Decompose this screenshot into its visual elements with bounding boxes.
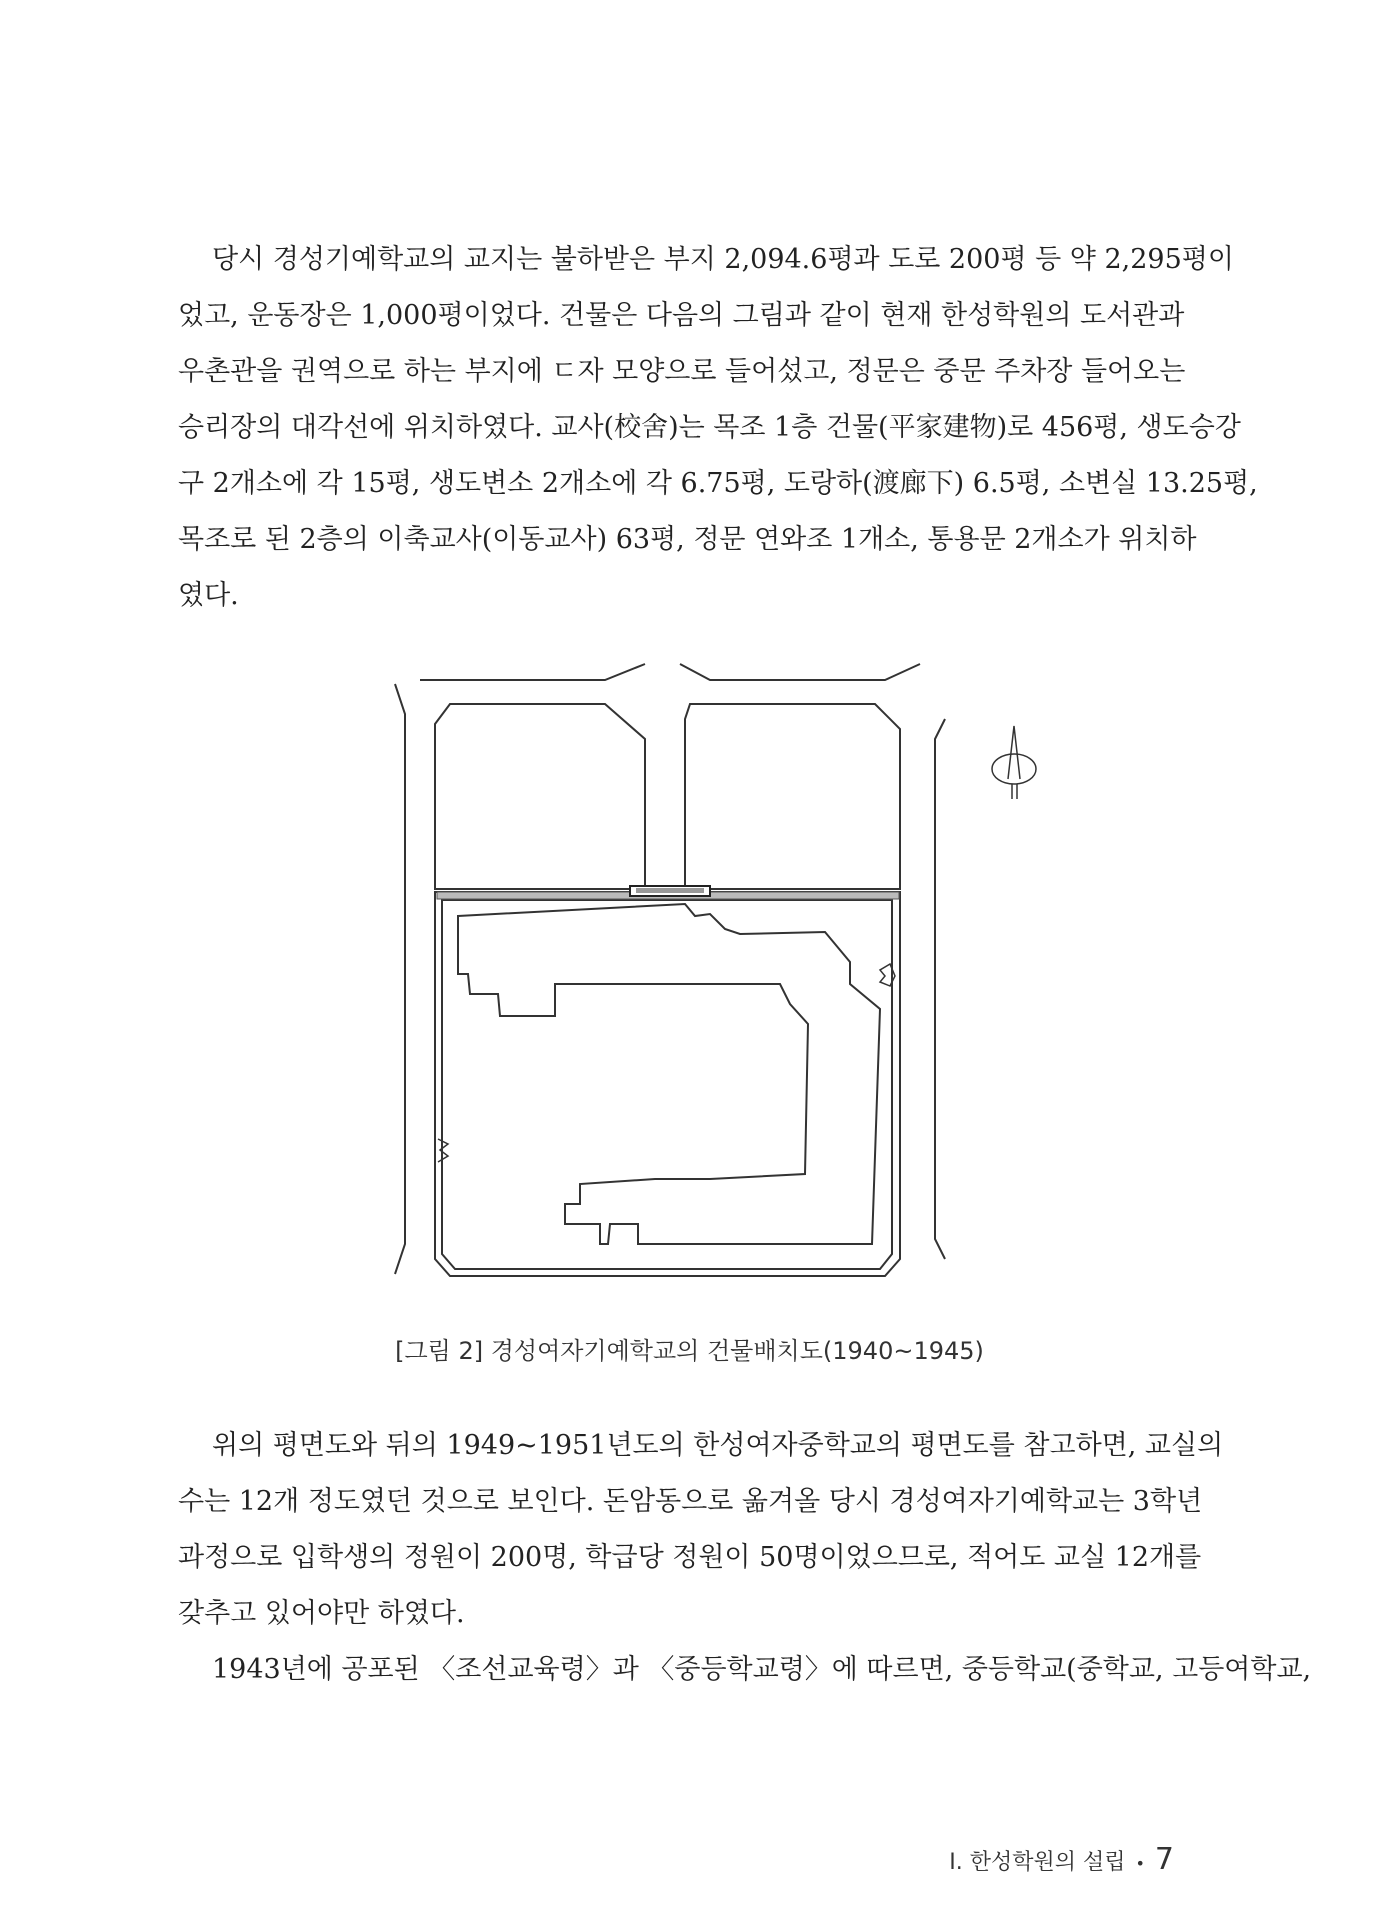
page-number: 7 (1154, 1842, 1174, 1877)
school-site-boundary (435, 892, 900, 1276)
road-edge (935, 719, 945, 1259)
text-line: 갖추고 있어야만 하였다. (178, 1598, 465, 1629)
school-site-inner-boundary (442, 900, 892, 1269)
block-upper-right (685, 704, 900, 889)
footer-bullet: • (1135, 1854, 1145, 1873)
text-line: 위의 평면도와 뒤의 1949~1951년도의 한성여자중학교의 평면도를 참고하면, 교실의 (212, 1430, 1224, 1461)
text-line: 승리장의 대각선에 위치하였다. 교사(校舍)는 목조 1층 건물(平家建物)로 456평, 생도승강 (178, 412, 1241, 443)
school-building (458, 904, 880, 1244)
running-section-title: Ⅰ. 한성학원의 설립 (949, 1850, 1126, 1875)
road-edge (420, 664, 645, 680)
figure-caption: [그림 2] 경성여자기예학교의 건물배치도(1940~1945) (395, 1337, 984, 1365)
text-line: 었고, 운동장은 1,000평이었다. 건물은 다음의 그림과 같이 현재 한성학원의 도서관과 (178, 300, 1185, 331)
paragraph-1 (178, 232, 1258, 624)
text-line: 목조로 된 2층의 이축교사(이동교사) 63평, 정문 연와조 1개소, 통용문 2개소가 위치하 (178, 524, 1197, 555)
page-footer (949, 1842, 1174, 1877)
paragraph-3 (178, 1642, 1312, 1698)
text-line: 당시 경성기예학교의 교지는 불하받은 부지 2,094.6평과 도로 200평 등 약 2,295평이 (212, 244, 1234, 275)
road-edge (395, 684, 405, 1274)
site-plan-figure (380, 664, 1060, 1304)
text-line: 우촌관을 권역으로 하는 부지에 ㄷ자 모양으로 들어섰고, 정문은 중문 주차장 들어오는 (178, 356, 1186, 387)
block-upper-left (435, 704, 645, 889)
text-line: 수는 12개 정도였던 것으로 보인다. 돈암동으로 옮겨올 당시 경성여자기예학교는 3학년 (178, 1486, 1203, 1517)
road-edge (680, 664, 920, 680)
text-line: 1943년에 공포된 〈조선교육령〉과 〈중등학교령〉에 따르면, 중등학교(중학교, 고등여학교, (212, 1654, 1312, 1685)
north-compass-icon (992, 726, 1036, 799)
text-line: 였다. (178, 580, 239, 611)
main-gate-hatch (636, 888, 704, 893)
text-line: 구 2개소에 각 15평, 생도변소 2개소에 각 6.75평, 도랑하(渡廊下) 6.5평, 소변실 13.25평, (178, 468, 1258, 499)
paragraph-2 (178, 1418, 1224, 1642)
text-line: 과정으로 입학생의 정원이 200명, 학급당 정원이 50명이었으므로, 적어도 교실 12개를 (178, 1542, 1202, 1573)
